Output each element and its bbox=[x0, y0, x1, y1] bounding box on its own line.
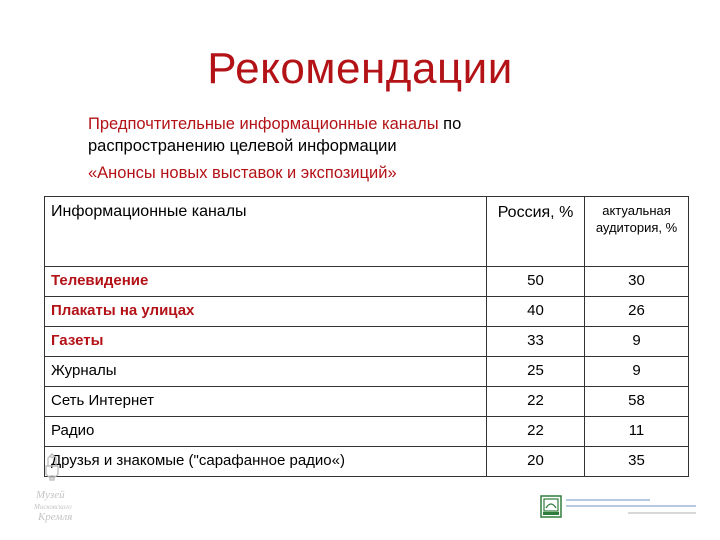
slide-title: Рекомендации bbox=[207, 44, 513, 93]
russia-cell: 20 bbox=[487, 447, 585, 477]
subtitle-rest: по распространению целевой информации bbox=[88, 115, 462, 155]
russia-cell: 25 bbox=[487, 357, 585, 387]
channel-cell: Друзья и знакомые ("сарафанное радио«) bbox=[45, 447, 487, 477]
audience-cell: 11 bbox=[585, 417, 689, 447]
table-row bbox=[45, 357, 689, 387]
channel-cell: Сеть Интернет bbox=[45, 387, 487, 417]
svg-text:Музей: Музей bbox=[36, 489, 65, 501]
audience-cell: 26 bbox=[585, 297, 689, 327]
svg-text:Кремля: Кремля bbox=[38, 511, 73, 523]
table-row bbox=[45, 267, 689, 297]
table-row bbox=[45, 447, 689, 477]
header-audience: актуальная аудитория, % bbox=[585, 197, 689, 267]
slide-subtitle bbox=[88, 113, 568, 184]
table-row bbox=[45, 417, 689, 447]
channel-cell: Газеты bbox=[45, 327, 487, 357]
russia-cell: 33 bbox=[487, 327, 585, 357]
subtitle-quote: «Анонсы новых выставок и экспозиций» bbox=[88, 164, 397, 182]
table-row bbox=[45, 387, 689, 417]
audience-cell: 9 bbox=[585, 327, 689, 357]
header-channels: Информационные каналы bbox=[45, 197, 487, 267]
russia-cell: 40 bbox=[487, 297, 585, 327]
russia-cell: 22 bbox=[487, 417, 585, 447]
svg-text:Московского: Московского bbox=[34, 503, 72, 511]
subtitle-highlight: Предпочтительные информационные каналы bbox=[88, 115, 439, 133]
russia-cell: 22 bbox=[487, 387, 585, 417]
channel-cell: Радио bbox=[45, 417, 487, 447]
audience-cell: 58 bbox=[585, 387, 689, 417]
channel-cell: Плакаты на улицах bbox=[45, 297, 487, 327]
museum-kremlin-logo bbox=[32, 452, 84, 524]
table-header-row bbox=[45, 197, 689, 267]
audience-cell: 30 bbox=[585, 267, 689, 297]
table-row bbox=[45, 297, 689, 327]
research-center-logo bbox=[540, 494, 700, 520]
channels-table bbox=[44, 196, 689, 477]
audience-cell: 9 bbox=[585, 357, 689, 387]
russia-cell: 50 bbox=[487, 267, 585, 297]
header-russia: Россия, % bbox=[487, 197, 585, 267]
channel-cell: Журналы bbox=[45, 357, 487, 387]
audience-cell: 35 bbox=[585, 447, 689, 477]
channel-cell: Телевидение bbox=[45, 267, 487, 297]
table-row bbox=[45, 327, 689, 357]
